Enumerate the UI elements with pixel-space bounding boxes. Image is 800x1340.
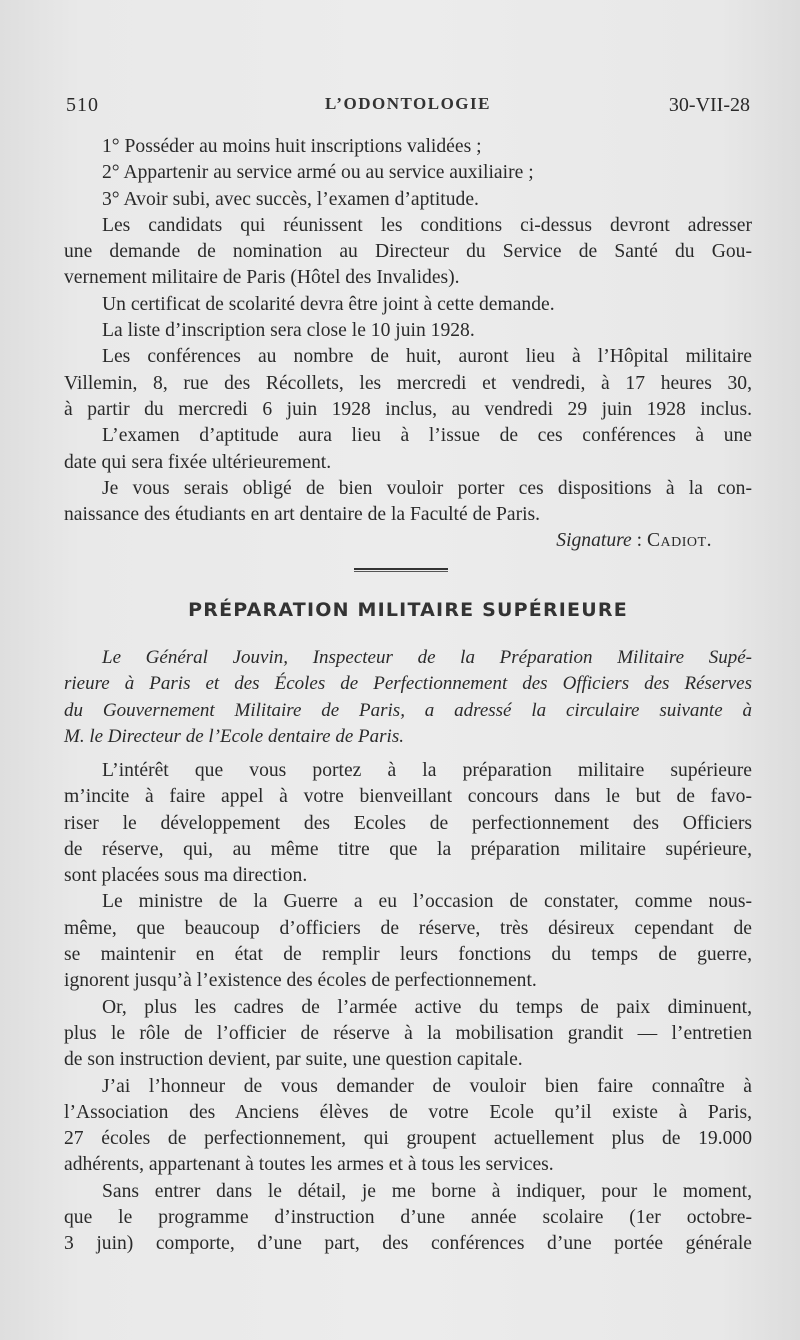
text-line: m’incite à faire appel à votre bienveillant concours dans le but de favo-: [64, 786, 752, 808]
text-line: J’ai l’honneur de vous demander de vouloir bien faire connaître à: [102, 1075, 752, 1097]
text-line: de son instruction devient, par suite, une question capitale.: [64, 1049, 523, 1071]
text-line: ignorent jusqu’à l’existence des écoles de perfectionnement.: [64, 970, 537, 992]
signature-label: Signature: [556, 530, 632, 552]
section-heading: PRÉPARATION MILITAIRE SUPÉRIEURE: [188, 599, 628, 621]
issue-date: 30-VII-28: [668, 94, 750, 116]
signature-name: Cadiot.: [646, 530, 712, 552]
text-line: Les conférences au nombre de huit, auront lieu à l’Hôpital militaire: [102, 346, 752, 368]
section-intro: [64, 645, 752, 750]
text-line: 3° Avoir subi, avec succès, l’examen d’aptitude.: [102, 188, 479, 210]
text-line: naissance des étudiants en art dentaire de la Faculté de Paris.: [64, 504, 541, 526]
text-line: plus le rôle de l’officier de réserve à la mobilisation grandit — l’entretien: [64, 1022, 752, 1044]
text-line: 3 juin) comporte, d’une part, des conférences d’une portée générale: [64, 1233, 752, 1255]
text-line: L’intérêt que vous portez à la préparation militaire supérieure: [102, 760, 752, 781]
text-line: Les candidats qui réunissent les conditions ci-dessus devront adresser: [102, 214, 752, 236]
text-line: adhérents, appartenant à toutes les armes et à tous les services.: [64, 1154, 554, 1176]
text-line: Un certificat de scolarité devra être joint à cette demande.: [102, 293, 555, 315]
text-line: de réserve, qui, au même titre que la préparation militaire supérieure,: [64, 838, 752, 860]
signature-separator: :: [631, 530, 647, 552]
text-line: L’examen d’aptitude aura lieu à l’issue de ces conférences à une: [102, 425, 752, 447]
page-number: 510: [66, 94, 99, 116]
text-line: Le ministre de la Guerre a eu l’occasion de constater, comme nous-: [102, 891, 752, 913]
text-line: sont placées sous ma direction.: [64, 865, 308, 887]
text-line: que le programme d’instruction d’une année scolaire (1er octobre-: [64, 1207, 752, 1229]
intro-line: du Gouvernement Militaire de Paris, a adressé la circulaire suivante à: [64, 699, 752, 721]
circular-letter: [64, 758, 752, 1258]
text-line: Je vous serais obligé de bien vouloir porter ces dispositions à la con-: [102, 477, 752, 499]
section-divider: [354, 568, 448, 572]
running-header: [66, 94, 750, 124]
intro-line: rieure à Paris et des Écoles de Perfectionnement des Officiers des Réserves: [64, 673, 752, 695]
text-line: même, que beaucoup d’officiers de réserve, très désireux cependant de: [64, 917, 752, 939]
text-line: l’Association des Anciens élèves de votre Ecole qu’il existe à Paris,: [64, 1101, 752, 1123]
text-line: Or, plus les cadres de l’armée active du temps de paix diminuent,: [102, 996, 752, 1018]
text-line: riser le développement des Ecoles de perfectionnement des Officiers: [64, 812, 752, 834]
text-line: 2° Appartenir au service armé ou au service auxiliaire ;: [102, 162, 534, 184]
journal-title: L’ODONTOLOGIE: [325, 94, 491, 113]
intro-line: M. le Directeur de l’Ecole dentaire de Paris.: [64, 725, 404, 747]
text-line: La liste d’inscription sera close le 10 juin 1928.: [102, 320, 475, 342]
text-line: une demande de nomination au Directeur du Service de Santé du Gou-: [64, 241, 752, 263]
top-section: [64, 134, 752, 555]
text-line: Sans entrer dans le détail, je me borne à indiquer, pour le moment,: [102, 1180, 752, 1202]
intro-line: Le Général Jouvin, Inspecteur de la Préparation Militaire Supé-: [102, 647, 752, 668]
text-line: 1° Posséder au moins huit inscriptions validées ;: [102, 136, 482, 157]
text-line: à partir du mercredi 6 juin 1928 inclus, au vendredi 29 juin 1928 inclus.: [64, 398, 752, 420]
signature: [64, 528, 752, 554]
text-line: date qui sera fixée ultérieurement.: [64, 451, 332, 473]
text-line: vernement militaire de Paris (Hôtel des Invalides).: [64, 267, 460, 289]
text-line: se maintenir en état de remplir leurs fonctions du temps de guerre,: [64, 944, 752, 966]
text-line: 27 écoles de perfectionnement, qui groupent actuellement plus de 19.000: [64, 1128, 752, 1150]
text-line: Villemin, 8, rue des Récollets, les mercredi et vendredi, à 17 heures 30,: [64, 372, 752, 394]
